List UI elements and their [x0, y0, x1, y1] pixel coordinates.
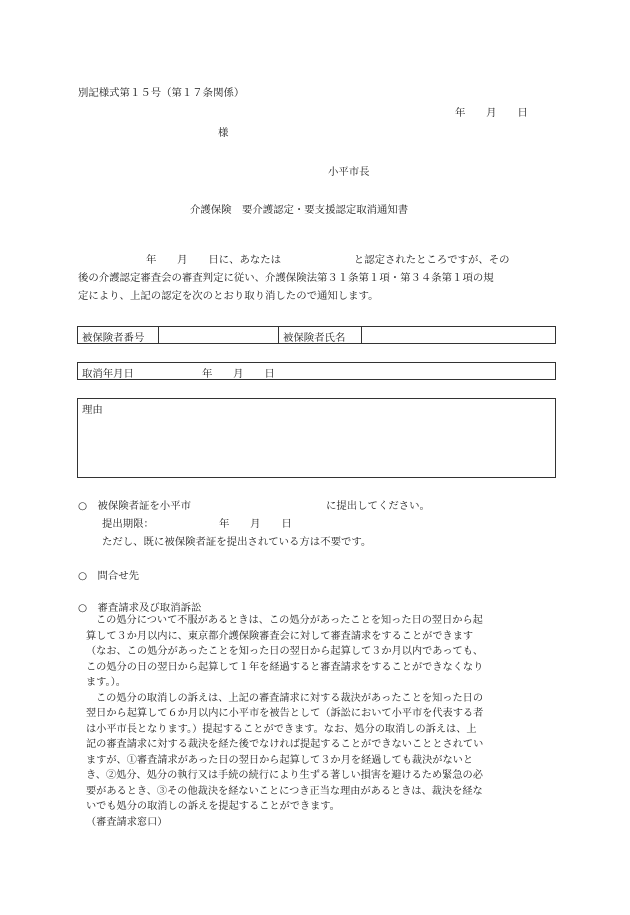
- deadline-label: 提出期限：: [102, 518, 154, 530]
- notice-insurance-card: ○ 被保険者証を小平市: [78, 500, 191, 512]
- divider: [278, 327, 279, 343]
- appeal-line: き、②処分、処分の執行又は手続の続行により生ずる著しい損害を避けるため緊急の必: [86, 770, 483, 781]
- insured-info-row: [77, 326, 556, 344]
- appeal-line: この処分の日の翌日から起算して１年を経過すると審査請求をすることができなくなり: [86, 661, 484, 673]
- appeal-line: ますが、①審査請求があった日の翌日から起算して３か月を経過しても裁決がないと: [86, 754, 474, 766]
- insured-name-field[interactable]: [362, 327, 555, 343]
- date-line: 年 月 日: [455, 107, 528, 119]
- appeal-line: 要があるとき、③その他裁決を経ないことにつき正当な理由があるときは、裁決を経な: [86, 785, 483, 797]
- appeal-line: この処分について不服があるときは、この処分があったことを知った日の翌日から起: [96, 615, 483, 626]
- insured-name-label: 被保険者氏名: [283, 332, 346, 344]
- appeal-body: [86, 613, 483, 830]
- intro-line-3: 定により、上記の認定を次のとおり取り消したので通知します。: [78, 290, 379, 302]
- appeal-line: 記の審査請求に対する裁決を経た後でなければ提起することができないこととされてい: [86, 739, 484, 750]
- addressee-suffix: 様: [218, 127, 229, 139]
- appeal-line: は小平市長となります。）提起することができます。なお、処分の取消しの訴えは、上: [86, 723, 477, 735]
- appeal-line: 算して３か月以内に、東京都介護保険審査会に対して審査請求をすることができます: [86, 630, 474, 642]
- cancel-date-value[interactable]: 年 月 日: [202, 368, 275, 380]
- reason-label: 理由: [82, 404, 103, 416]
- appeal-line: ます。）。: [86, 677, 126, 688]
- notice-insurance-card-tail: に提出してください。: [326, 500, 430, 512]
- cancel-date-row: [77, 362, 556, 380]
- cancel-date-label: 取消年月日: [82, 368, 134, 380]
- insured-number-label: 被保険者番号: [82, 332, 145, 344]
- form-number: 別記様式第１５号（第１７条関係）: [78, 87, 245, 99]
- appeal-line: （審査請求窓口）: [86, 816, 168, 828]
- intro-line-2: 後の介護認定審査会の審査判定に従い、介護保険法第３１条第１項・第３４条第１項の規: [78, 272, 494, 284]
- intro-line-1: 年 月 日に、あなたは と認定されたところですが、その: [146, 254, 510, 266]
- notice-appeal-heading: ○ 審査請求及び取消訴訟: [78, 602, 202, 614]
- deadline-note: ただし、既に被保険者証を提出されている方は不要です。: [102, 536, 372, 548]
- appeal-line: （なお、この処分があったことを知った日の翌日から起算して３か月以内であっても、: [86, 646, 484, 657]
- document-title: 介護保険 要介護認定・要支援認定取消通知書: [190, 204, 409, 216]
- notice-contact: ○ 問合せ先: [78, 570, 140, 582]
- appeal-line: 翌日から起算して６か月以内に小平市を被告として（訴訟において小平市を代表する者: [86, 708, 484, 719]
- appeal-line: いでも処分の取消しの訴えを提起することができます。: [86, 801, 340, 812]
- deadline-value: 年 月 日: [219, 518, 292, 530]
- reason-box[interactable]: [77, 398, 556, 478]
- intro-paragraph: [78, 251, 510, 305]
- issuer: 小平市長: [328, 166, 370, 178]
- appeal-line: この処分の取消しの訴えは、上記の審査請求に対する裁決があったことを知った日の: [96, 692, 484, 704]
- insured-number-field[interactable]: [159, 327, 278, 343]
